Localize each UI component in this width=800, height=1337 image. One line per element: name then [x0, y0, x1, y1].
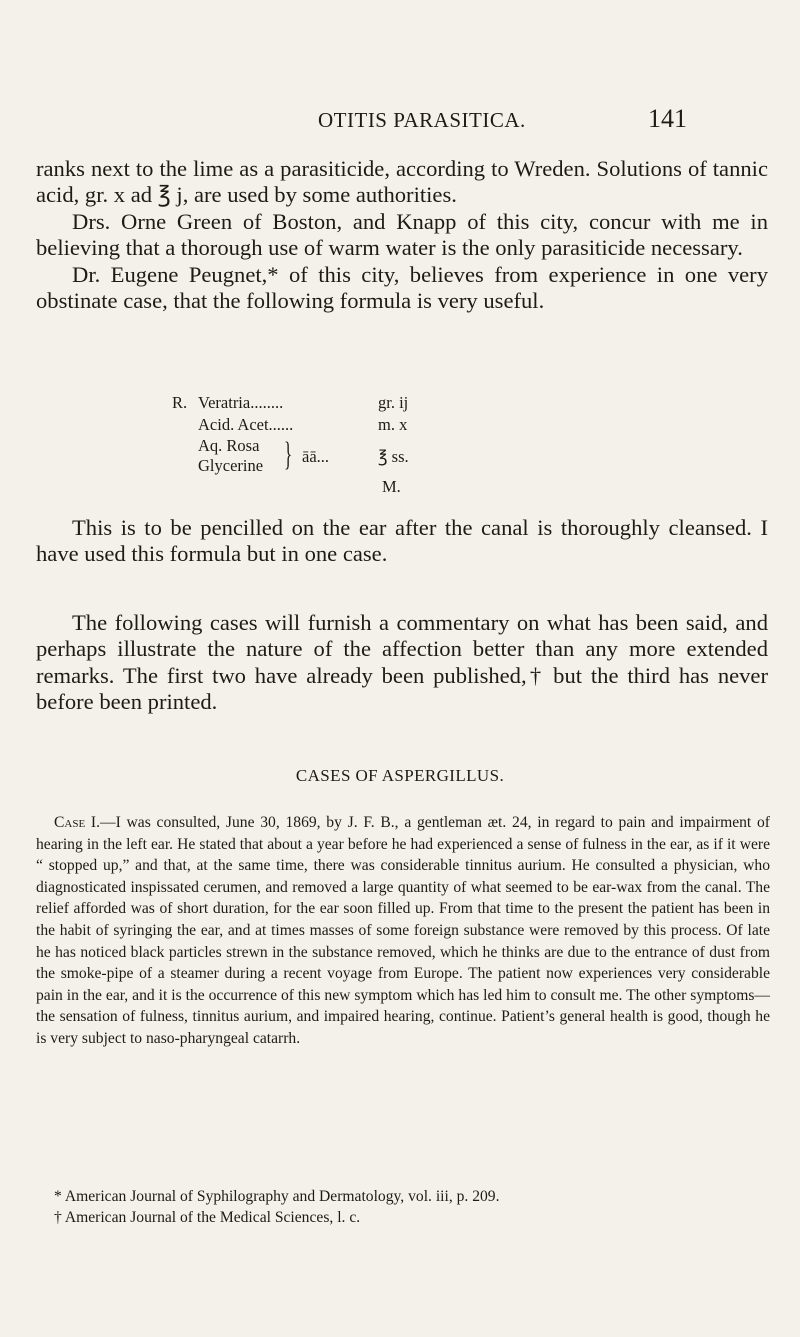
footnote-2: † American Journal of the Medical Sciences, l. c.	[54, 1209, 361, 1226]
footnotes	[36, 1186, 770, 1228]
ingredient-aq-rosa: Aq. Rosa	[198, 436, 260, 455]
page-header	[0, 104, 800, 134]
paragraph-peugnet: Dr. Eugene Peugnet,* of this city, believes from experience in one very obstinate case, that the following formula is very useful.	[36, 261, 768, 314]
opening-text	[36, 156, 768, 314]
quantity-acid-acet: m. x	[378, 415, 408, 434]
misce-sign: M.	[382, 477, 401, 496]
paragraph-continuation: ranks next to the lime as a parasiticide, according to Wreden. Solutions of tannic acid, gr. x ad ℥ j, are used by some authorities.	[36, 156, 768, 208]
case-paragraph	[36, 812, 770, 1050]
paragraph-application: This is to be pencilled on the ear after the canal is thoroughly cleansed. I have used this formula but in one case.	[36, 515, 768, 567]
paragraph-green-knapp: Drs. Orne Green of Boston, and Knapp of this city, concur with me in believing that a thorough use of warm water is the only parasiticide necessary.	[36, 208, 768, 261]
case-label: Case I.	[54, 814, 101, 831]
recipe-symbol: R.	[172, 393, 188, 412]
application-note	[36, 515, 768, 568]
ana-marker: āā...	[302, 447, 330, 466]
quantity-group: ℥ ss.	[378, 447, 409, 466]
footnote-1: * American Journal of Syphilography and Dermatology, vol. iii, p. 209.	[54, 1188, 500, 1205]
running-title: OTITIS PARASITICA.	[318, 108, 526, 132]
case-text: —I was consulted, June 30, 1869, by J. F. B., a gentleman æt. 24, in regard to pain and impairment of hearing in the left ear. He stated that about a year before he had experienced a sense of fulness in the ear, as if it were “ stopped up,” and that, at the same time, there was considerable tinnitus aurium. He consulted a physician, who diagnosticated inspissated cerumen, and removed a large quantity of what seemed to be ear-wax from the canal. The relief afforded was of short duration, for the ear soon filled up. From that time to the present the patient has been in the habit of syringing the ear, and at times masses of some foreign substance were removed by this process. Of late he has noticed black particles strewn in the substance removed, which he thinks are due to the entrance of dust from the smoke-pipe of a steamer during a recent voyage from Europe. The patient now experiences very considerable pain in the ear, and it is the occurrence of this new symptom which has led him to consult me. The other symptoms—the sensation of fulness, tinnitus aurium, and impaired hearing, continue. Patient’s general health is good, though he is very subject to naso-pharyngeal catarrh.	[36, 814, 770, 1047]
page-number: 141	[648, 104, 687, 133]
brace-icon: }	[284, 436, 293, 473]
ingredient-acid-acet: Acid. Acet......	[198, 415, 294, 434]
cases-intro	[36, 610, 768, 716]
paragraph-cases-intro: The following cases will furnish a commentary on what has been said, and perhaps illustrate the nature of the affection better than any more extended remarks. The first two have already been published,† but the third has never before been printed.	[36, 610, 768, 715]
case-report	[36, 812, 770, 1050]
ingredient-veratria: Veratria........	[198, 393, 284, 412]
section-heading: CASES OF ASPERGILLUS.	[295, 766, 505, 785]
ingredient-group	[198, 436, 263, 476]
quantity-veratria: gr. ij	[378, 393, 409, 412]
ingredient-glycerine: Glycerine	[198, 456, 264, 475]
